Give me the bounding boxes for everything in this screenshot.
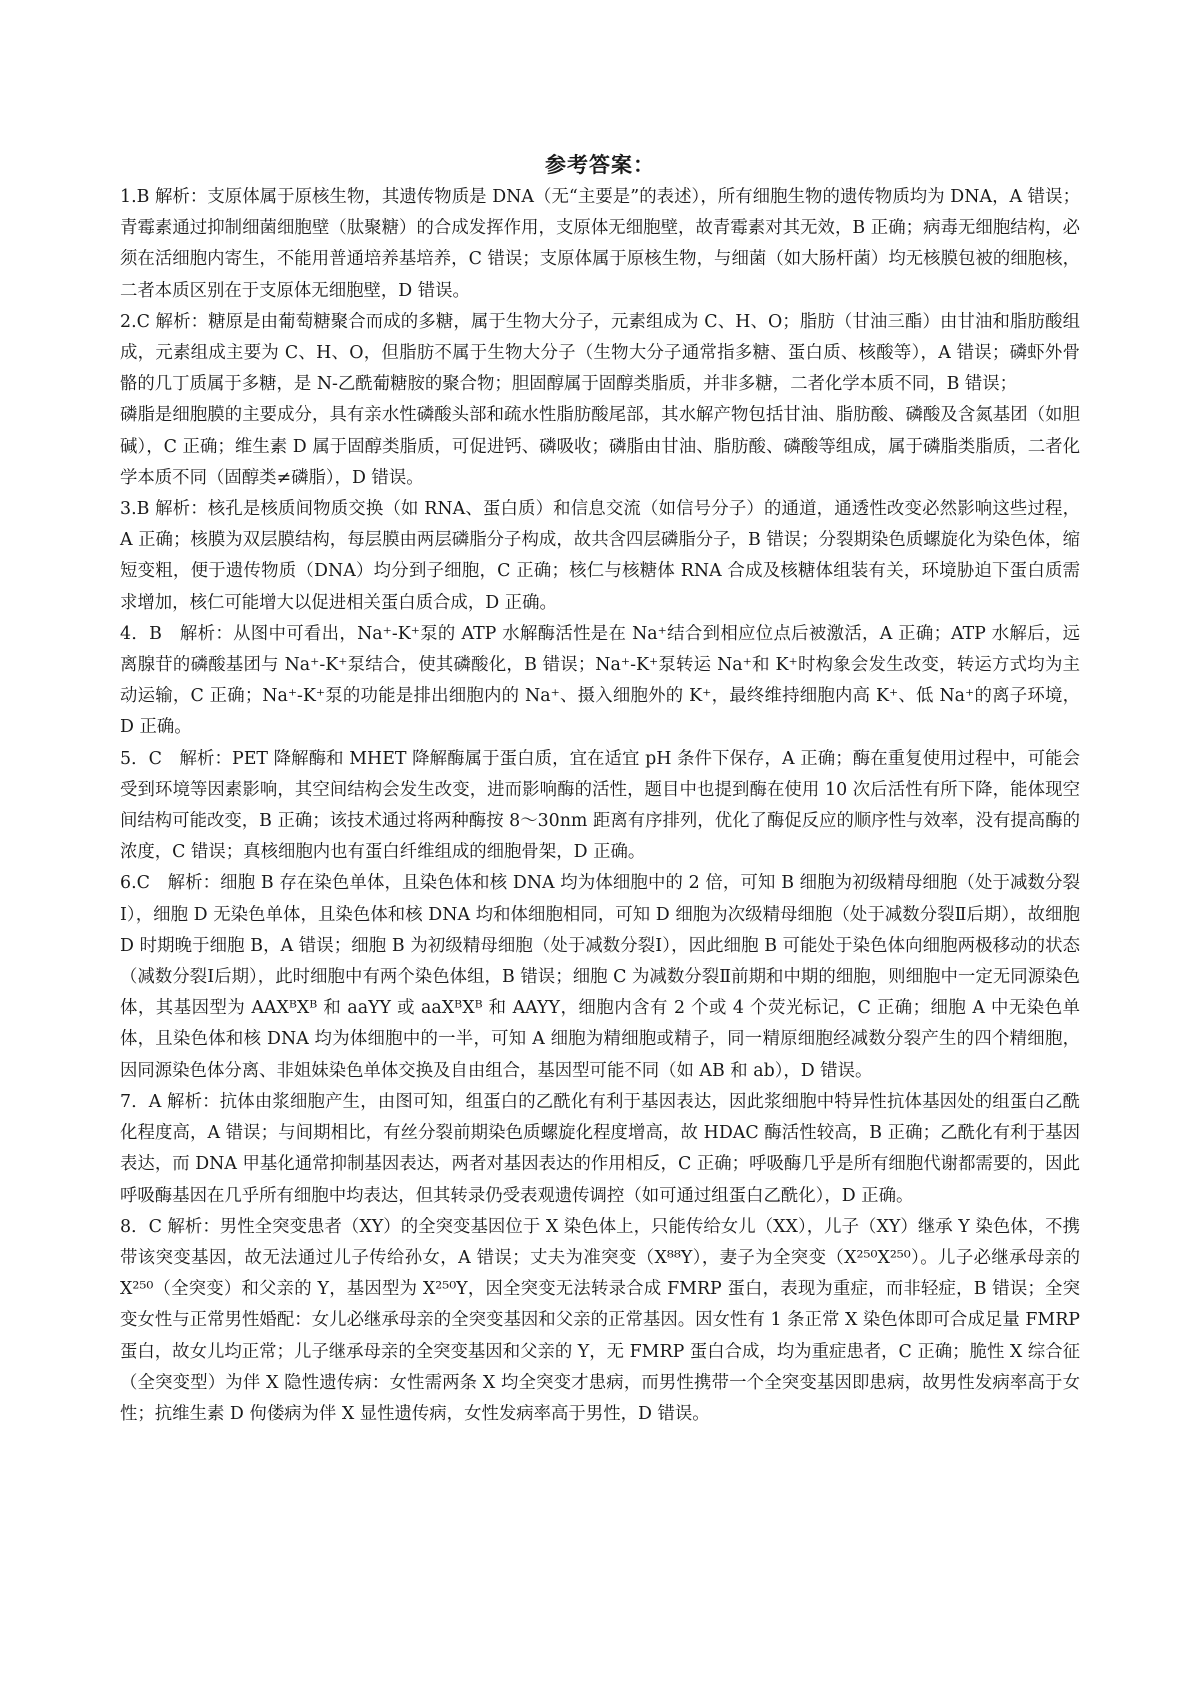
answer-3: 3.B 解析：核孔是核质间物质交换（如 RNA、蛋白质）和信息交流（如信号分子）的通道，通透性改变必然影响这些过程，A 正确；核膜为双层膜结构，每层膜由两层磷脂分子构成，故共含四层磷脂分子，B 错误；分裂期染色质螺旋化为染色体，缩短变粗，便于遗传物质（DNA）均分到子细胞，C 正确；核仁与核糖体 RNA 合成及核糖体组装有关，环境胁迫下蛋白质需求增加，核仁可能增大以促进相关蛋白质合成，D 正确。: [120, 499, 1080, 613]
answer-4: 4．B 解析：从图中可看出，Na⁺-K⁺泵的 ATP 水解酶活性是在 Na⁺结合到相应位点后被激活，A 正确；ATP 水解后，远离腺苷的磷酸基团与 Na⁺-K⁺泵结合，使其磷酸化，B 错误；Na⁺-K⁺泵转运 Na⁺和 K⁺时构象会发生改变，转运方式均为主动运输，C 正确；Na⁺-K⁺泵的功能是排出细胞内的 Na⁺、摄入细胞外的 K⁺，最终维持细胞内高 K⁺、低 Na⁺的离子环境，D 正确。: [120, 623, 1080, 738]
answer-5: 5．C 解析：PET 降解酶和 MHET 降解酶属于蛋白质，宜在适宜 pH 条件下保存，A 正确；酶在重复使用过程中，可能会受到环境等因素影响，其空间结构会发生改变，进而影响酶的活性，题目中也提到酶在使用 10 次后活性有所下降，能体现空间结构可能改变，B 正确；该技术通过将两种酶按 8～30nm 距离有序排列，优化了酶促反应的顺序性与效率，没有提高酶的浓度，C 错误；真核细胞内也有蛋白纤维组成的细胞骨架，D 正确。: [120, 748, 1080, 863]
answer-6: 6.C 解析：细胞 B 存在染色单体，且染色体和核 DNA 均为体细胞中的 2 倍，可知 B 细胞为初级精母细胞（处于减数分裂Ⅰ），细胞 D 无染色单体，且染色体和核 DNA 均和体细胞相同，可知 D 细胞为次级精母细胞（处于减数分裂Ⅱ后期），故细胞 D 时期晚于细胞 B，A 错误；细胞 B 为初级精母细胞（处于减数分裂Ⅰ），因此细胞 B 可能处于染色体向细胞两极移动的状态（减数分裂Ⅰ后期），此时细胞中有两个染色体组，B 错误；细胞 C 为减数分裂Ⅱ前期和中期的细胞，则细胞中一定无同源染色体，其基因型为 AAXᴮXᴮ 和 aaYY 或 aaXᴮXᴮ 和 AAYY，细胞内含有 2 个或 4 个荧光标记，C 正确；细胞 A 中无染色单体，且染色体和核 DNA 均为体细胞中的一半，可知 A 细胞为精细胞或精子，同一精原细胞经减数分裂产生的四个精细胞，因同源染色体分离、非姐妹染色单体交换及自由组合，基因型可能不同（如 AB 和 ab），D 错误。: [120, 873, 1080, 1081]
answer-2: 2.C 解析：糖原是由葡萄糖聚合而成的多糖，属于生物大分子，元素组成为 C、H、O；脂肪（甘油三酯）由甘油和脂肪酸组成，元素组成主要为 C、H、O，但脂肪不属于生物大分子（生物大分子通常指多糖、蛋白质、核酸等），A 错误；磷虾外骨骼的几丁质属于多糖，是 N-乙酰葡糖胺的聚合物；胆固醇属于固醇类脂质，并非多糖，二者化学本质不同，B 错误；: [120, 311, 1080, 395]
answer-7: 7．A 解析：抗体由浆细胞产生，由图可知，组蛋白的乙酰化有利于基因表达，因此浆细胞中特异性抗体基因处的组蛋白乙酰化程度高，A 错误；与间期相比，有丝分裂前期染色质螺旋化程度增高，故 HDAC 酶活性较高，B 正确；乙酰化有利于基因表达，而 DNA 甲基化通常抑制基因表达，两者对基因表达的作用相反，C 正确；呼吸酶几乎是所有细胞代谢都需要的，因此呼吸酶基因在几乎所有细胞中均表达，但其转录仍受表观遗传调控（如可通过组蛋白乙酰化），D 正确。: [120, 1091, 1080, 1206]
page-title: 参考答案：: [545, 152, 655, 177]
answer-page: [120, 150, 1080, 1430]
answer-1: 1.B 解析：支原体属于原核生物，其遗传物质是 DNA（无“主要是”的表述），所有细胞生物的遗传物质均为 DNA，A 错误；青霉素通过抑制细菌细胞壁（肽聚糖）的合成发挥作用，支原体无细胞壁，故青霉素对其无效，B 正确；病毒无细胞结构，必须在活细胞内寄生，不能用普通培养基培养，C 错误；支原体属于原核生物，与细菌（如大肠杆菌）均无核膜包被的细胞核，二者本质区别在于支原体无细胞壁，D 错误。: [120, 187, 1080, 301]
answer-8: 8．C 解析：男性全突变患者（XY）的全突变基因位于 X 染色体上，只能传给女儿（XX），儿子（XY）继承 Y 染色体，不携带该突变基因，故无法通过儿子传给孙女，A 错误；丈夫为准突变（X⁸⁸Y），妻子为全突变（X²⁵⁰X²⁵⁰）。儿子必继承母亲的 X²⁵⁰（全突变）和父亲的 Y，基因型为 X²⁵⁰Y，因全突变无法转录合成 FMRP 蛋白，表现为重症，而非轻症，B 错误；全突变女性与正常男性婚配：女儿必继承母亲的全突变基因和父亲的正常基因。因女性有 1 条正常 X 染色体即可合成足量 FMRP 蛋白，故女儿均正常；儿子继承母亲的全突变基因和父亲的 Y，无 FMRP 蛋白合成，均为重症患者，C 正确；脆性 X 综合征（全突变型）为伴 X 隐性遗传病：女性需两条 X 均全突变才患病，而男性携带一个全突变基因即患病，故男性发病率高于女性；抗维生素 D 佝偻病为伴 X 显性遗传病，女性发病率高于男性，D 错误。: [120, 1216, 1080, 1424]
answer-2-continued: 磷脂是细胞膜的主要成分，具有亲水性磷酸头部和疏水性脂肪酸尾部，其水解产物包括甘油、脂肪酸、磷酸及含氮基团（如胆碱），C 正确；维生素 D 属于固醇类脂质，可促进钙、磷吸收；磷脂由甘油、脂肪酸、磷酸等组成，属于磷脂类脂质，二者化学本质不同（固醇类≠磷脂），D 错误。: [120, 405, 1080, 488]
